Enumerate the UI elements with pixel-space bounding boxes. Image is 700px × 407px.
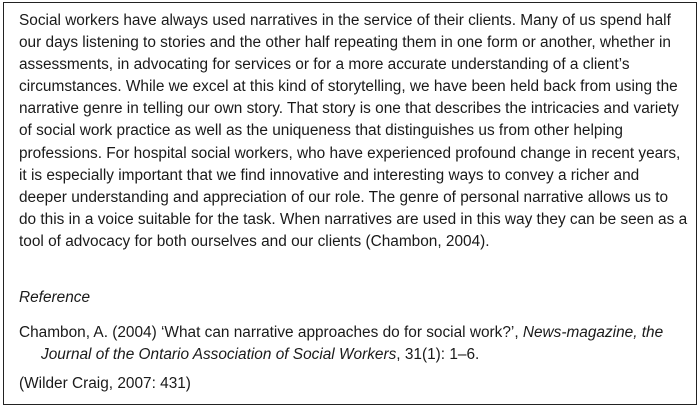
quote-box: [3, 2, 697, 405]
reference-entry-suffix: , 31(1): 1–6.: [396, 346, 480, 364]
quote-content: [19, 10, 689, 392]
reference-heading: Reference: [19, 289, 91, 306]
reference-journal-title: News-magazine, the Journal of the Ontario Association of Social Workers: [41, 324, 664, 364]
source-citation: (Wilder Craig, 2007: 431): [19, 375, 191, 392]
body-paragraph: Social workers have always used narratives in the service of their clients. Many of us spend half our days listening to stories and the other half repeating them in one form or another, whether in assessments, in advocating for services or for a more accurate understanding of a client’s circumstances. While we excel at this kind of storytelling, we have been held back from using the narrative genre in telling our own story. That story is one that describes the intricacies and variety of social work practice as well as the uniqueness that distinguishes us from other helping professions. For hospital social workers, who have experienced profound change in recent years, it is especially important that we find innovative and interesting ways to convey a richer and deeper understanding and appreciation of our role. The genre of personal narrative allows us to do this in a voice suitable for the task. When narratives are used in this way they can be seen as a tool of advocacy for both ourselves and our clients (Chambon, 2004).: [19, 12, 688, 250]
reference-entry-prefix: Chambon, A. (2004) ‘What can narrative approaches do for social work?’,: [19, 324, 523, 341]
reference-entry: [19, 322, 691, 366]
